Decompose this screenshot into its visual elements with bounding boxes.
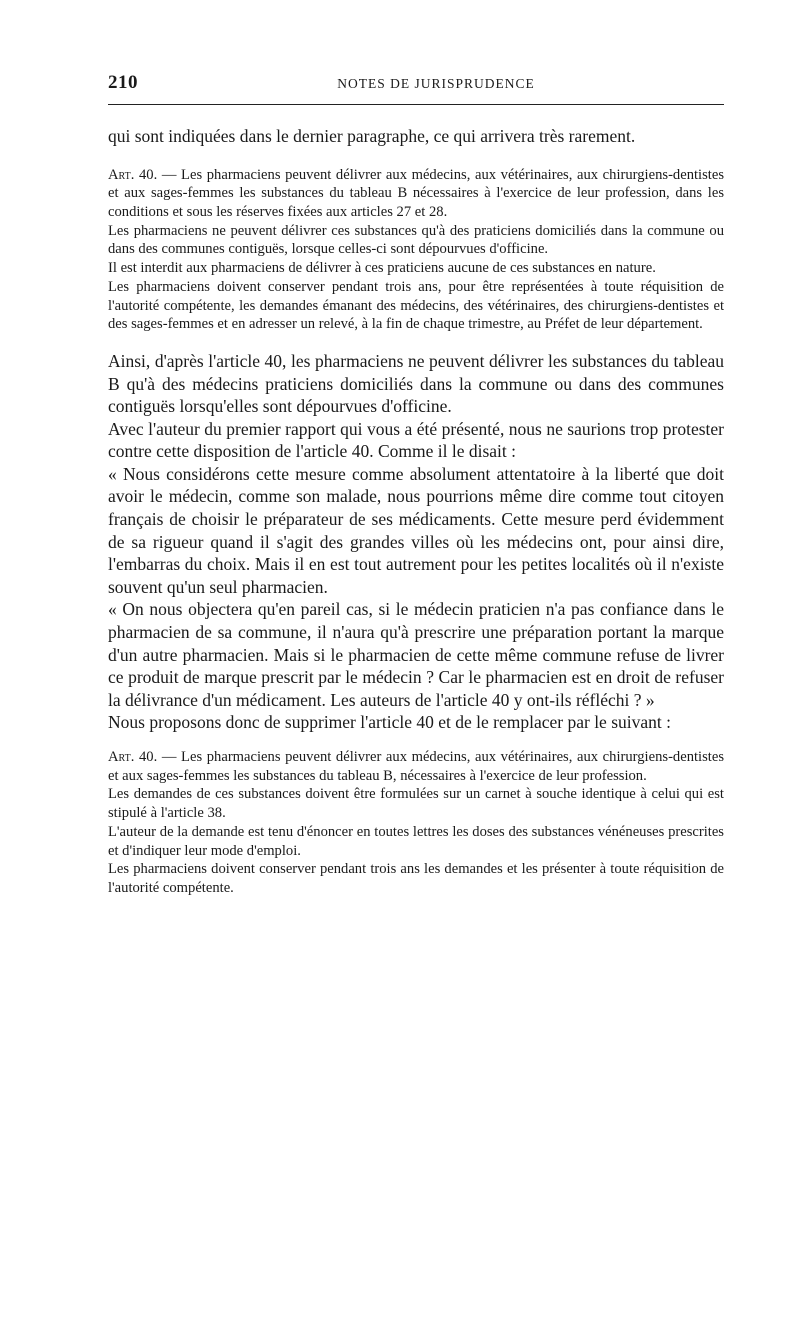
- article-label: Art. 40.: [108, 166, 158, 183]
- spacer: [108, 734, 724, 748]
- paragraph-avec: Avec l'auteur du premier rapport qui vous a été présenté, nous ne saurions trop protester contre cette disposition de l'article 40. Comme il le disait :: [108, 418, 724, 462]
- article-text: — Les pharmaciens peuvent délivrer aux médecins, aux vétérinaires, aux chirurgiens-dentistes et aux sages-femmes les substances du tableau B, nécessaires à l'exercice de leur profession.: [108, 749, 724, 784]
- paragraph-proposal: Nous proposons donc de supprimer l'article 40 et de le remplacer par le suivant :: [108, 712, 671, 733]
- paragraph-ainsi: Ainsi, d'après l'article 40, les pharmaciens ne peuvent délivrer les substances du tableau B qu'à des médecins praticiens domiciliés dans la commune ou dans des communes contiguës lorsqu'elles sont dépourvues d'officine.: [108, 350, 724, 417]
- page: [108, 70, 724, 898]
- article-40-proposed: [108, 748, 724, 785]
- article-label: Art. 40.: [108, 749, 158, 766]
- article-40-original-p3: Il est interdit aux pharmaciens de délivrer à ces praticiens aucune de ces substances en nature.: [108, 260, 656, 277]
- header-rule: [108, 104, 724, 105]
- running-title: NOTES DE JURISPRUDENCE: [337, 76, 535, 91]
- quote-paragraph-2: « On nous objectera qu'en pareil cas, si le médecin praticien n'a pas confiance dans le pharmacien de sa commune, il n'aura qu'à prescrire une préparation portant la marque d'un autre pharmacien. Mais si le pharmacien de cette même commune refuse de livrer ce produit de marque prescrit par le médecin ? Car le pharmacien est en droit de refuser la délivrance d'un médicament. Les auteurs de l'article 40 y ont-ils réfléchi ? »: [108, 599, 724, 710]
- page-header: [108, 70, 724, 100]
- page-number: 210: [108, 72, 138, 93]
- article-40-proposed-p2: Les demandes de ces substances doivent être formulées sur un carnet à souche identique à celui qui est stipulé à l'article 38.: [108, 786, 724, 822]
- spacer: [108, 334, 724, 350]
- spacer: [108, 148, 724, 166]
- article-40-original-p4: Les pharmaciens doivent conserver pendant trois ans, pour être représentées à toute réquisition de l'autorité compétente, les demandes émanant des médecins, des vétérinaires, des chirurgiens-dentistes et des sages-femmes et en adresser un relevé, à la fin de chaque trimestre, au Préfet de leur département.: [108, 278, 724, 333]
- article-text: — Les pharmaciens peuvent délivrer aux médecins, aux vétérinaires, aux chirurgiens-dentistes et aux sages-femmes les substances du tableau B nécessaires à l'exercice de leur profession, dans les conditions et sous les réserves fixées aux articles 27 et 28.: [108, 166, 724, 220]
- paragraph-continuation: qui sont indiquées dans le dernier paragraphe, ce qui arrivera très rarement.: [108, 126, 636, 146]
- quote-paragraph-1: « Nous considérons cette mesure comme absolument attentatoire à la liberté que doit avoir le médecin, comme son malade, nous pourrions même dire comme tout citoyen français de choisir le préparateur de ses médicaments. Cette mesure perd évidemment de sa rigueur quand il s'agit des grandes villes où les médecins ont, pour ainsi dire, l'embarras du choix. Mais il en est tout autrement pour les petites localités où il n'existe souvent qu'un seul pharmacien.: [108, 463, 724, 597]
- article-40-original: [108, 166, 724, 222]
- article-40-proposed-p3: L'auteur de la demande est tenu d'énoncer en toutes lettres les doses des substances vénéneuses prescrites et d'indiquer leur mode d'emploi.: [108, 823, 724, 859]
- article-40-original-p2: Les pharmaciens ne peuvent délivrer ces substances qu'à des praticiens domiciliés dans la commune ou dans des communes contiguës, lorsque celles-ci sont dépourvues d'officine.: [108, 222, 724, 258]
- article-40-proposed-p4: Les pharmaciens doivent conserver pendant trois ans les demandes et les présenter à toute réquisition de l'autorité compétente.: [108, 861, 724, 896]
